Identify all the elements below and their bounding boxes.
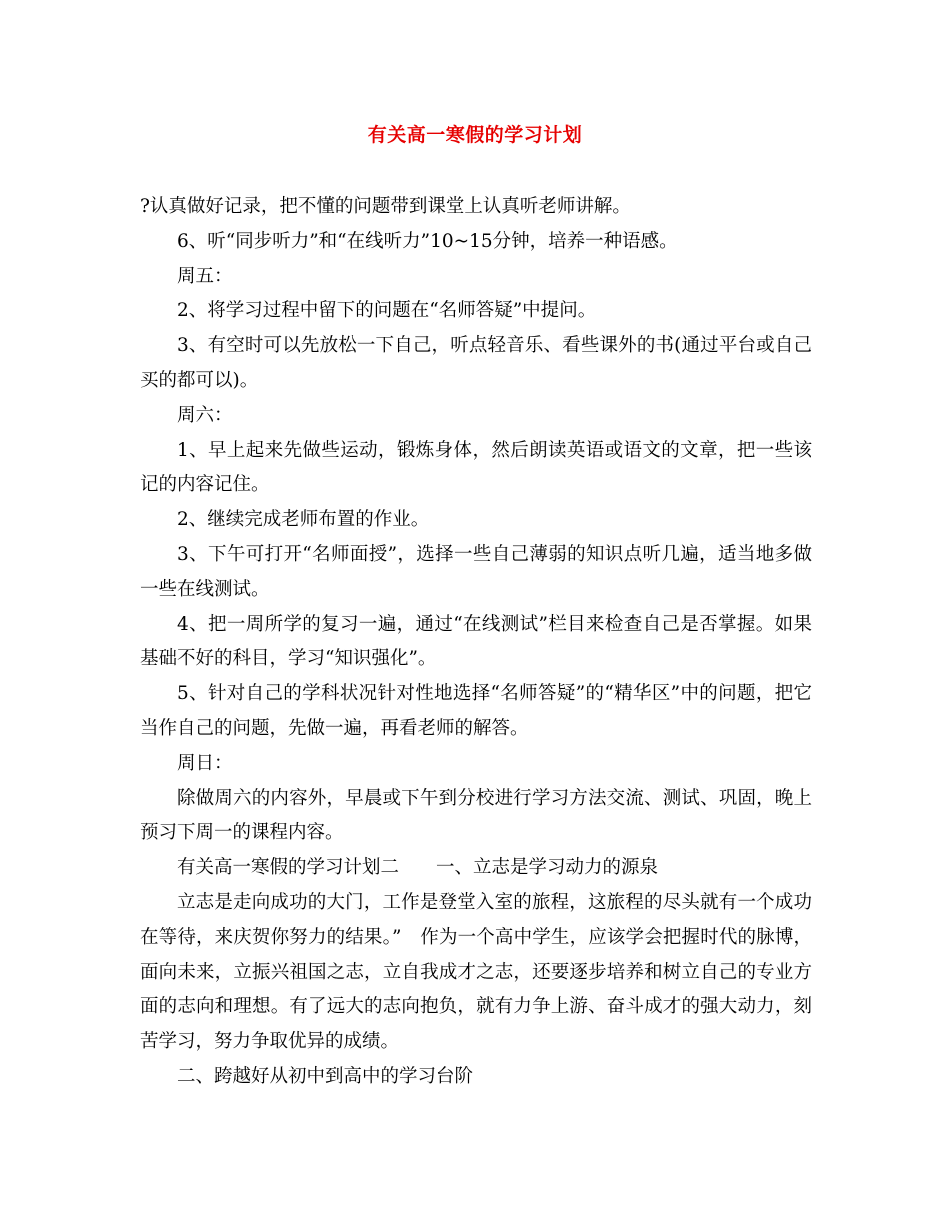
document-title: 有关高一寒假的学习计划 — [367, 124, 583, 146]
paragraph: 5、针对自己的学科状况针对性地选择“名师答疑”的“精华区”中的问题，把它当作自己的问题，先做一遍，再看老师的解答。 — [140, 683, 812, 739]
document-body — [140, 190, 812, 1095]
paragraph: 4、把一周所学的复习一遍，通过“在线测试”栏目来检查自己是否掌握。如果基础不好的科目，学习“知识强化”。 — [140, 613, 812, 670]
paragraph: 2、继续完成老师布置的作业。 — [177, 509, 430, 531]
section-heading-friday: 周五： — [177, 265, 233, 287]
paragraph: 2、将学习过程中留下的问题在“名师答疑”中提问。 — [177, 300, 597, 322]
section-heading-sunday: 周日： — [177, 752, 233, 774]
section-heading-plan-two: 有关高一寒假的学习计划二 一、立志是学习动力的源泉 — [177, 857, 659, 879]
section-heading: 二、跨越好从初中到高中的学习台阶 — [177, 1065, 474, 1087]
paragraph: 3、有空时可以先放松一下自己，听点轻音乐、看些课外的书(通过平台或自己买的都可以)。 — [140, 335, 812, 391]
paragraph: 除做周六的内容外，早晨或下午到分校进行学习方法交流、测试、巩固，晚上预习下周一的课程内容。 — [140, 787, 812, 844]
section-heading-saturday: 周六： — [177, 404, 233, 426]
paragraph: 立志是走向成功的大门，工作是登堂入室的旅程，这旅程的尽头就有一个成功在等待，来庆贺你努力的结果。” 作为一个高中学生，应该学会把握时代的脉博，面向未来，立振兴祖国之志，立自我成才之志，还要逐步培养和树立自己的专业方面的志向和理想。有了远大的志向抱负，就有力争上游、奋斗成才的强大动力，刻苦学习，努力争取优异的成绩。 — [140, 891, 812, 1053]
paragraph: 3、下午可打开“名师面授”，选择一些自己薄弱的知识点听几遍，适当地多做一些在线测试。 — [140, 543, 812, 600]
paragraph: 1、早上起来先做些运动，锻炼身体，然后朗读英语或语文的文章，把一些该记的内容记住。 — [140, 439, 812, 496]
paragraph: 6、听“同步听力”和“在线听力”10~15分钟，培养一种语感。 — [177, 230, 678, 252]
paragraph: ?认真做好记录，把不懂的问题带到课堂上认真听老师讲解。 — [140, 196, 631, 217]
